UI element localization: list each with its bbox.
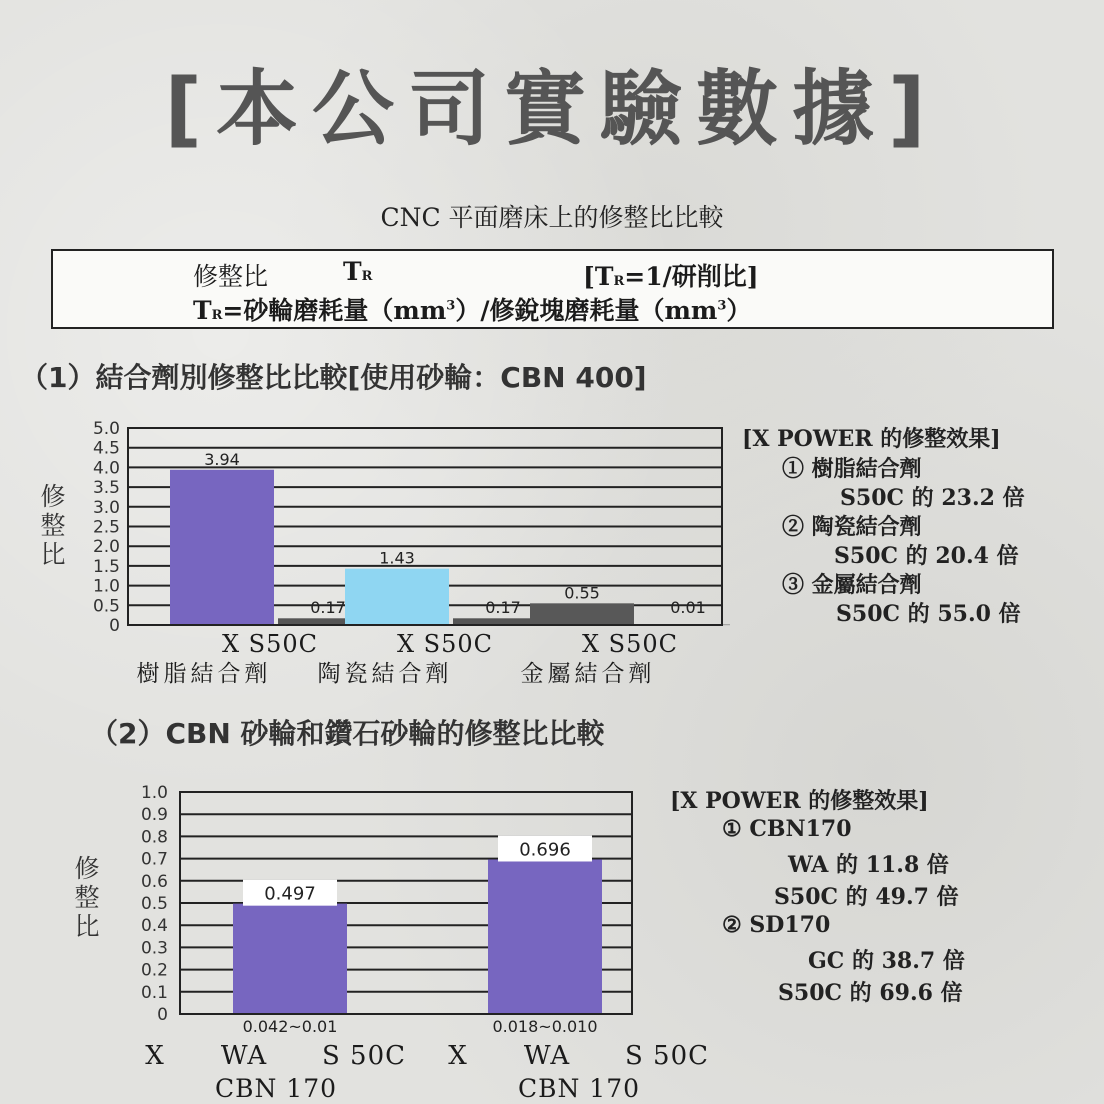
chart1-y-tick-label: 4.5 [92,438,120,459]
chart2-others-label: 0.042~0.01 [242,1017,338,1036]
section1-heading: （1）結合劑別修整比比較[使用砂輪：CBN 400] [20,361,647,394]
notes2-line-1: ① CBN170 [722,816,852,842]
chart2-bar-x-2 [488,859,602,1014]
notes1-line-4: S50C 的 20.4 倍 [834,543,1019,569]
chart1-data-label: 3.94 [204,449,240,469]
chart1-bar-x-2 [345,569,449,625]
chart2-category-label: WA [220,1041,268,1071]
chart1-data-label: 0.01 [670,598,706,617]
notes2-line-2: WA 的 11.8 倍 [788,852,949,878]
chart1-data-label: 0.17 [310,598,346,617]
chart2-ylabel: 修 整 比 [74,854,100,941]
chart1-y-tick-label: 5.0 [92,419,120,439]
page-title: [本公司實驗數據] [164,62,940,157]
formula-equation: TR=砂輪磨耗量$(mm^3)/$修銳塊磨耗量$(mm^3)$ [193,296,752,325]
chart1-group-label: 陶瓷結合劑 [317,661,453,687]
notes2-line-3: S50C 的 49.7 倍 [774,884,959,910]
chart1-y-tick-label: 2.0 [92,537,120,558]
notes1-line-2: S50C 的 23.2 倍 [840,485,1025,511]
notes1-line-3: ② 陶瓷結合劑 [782,514,922,540]
chart1-data-labels [204,450,706,617]
chart2-y-tick-label: 0.2 [140,960,168,981]
chart1-y-tick-label: 4.0 [92,458,120,479]
chart1-data-label: 0.55 [564,583,600,603]
chart2-categories [145,1041,709,1103]
chart1-bars [170,470,730,625]
notes1-line-1: ① 樹脂結合劑 [782,456,922,482]
chart1-bar-x-3 [530,603,634,625]
chart2-y-tick-label: 0.8 [140,827,168,848]
chart2-category-label: X [448,1041,468,1071]
section2-notes [670,784,1090,1009]
chart2-y-tick-label: 0.1 [140,982,168,1003]
notes1-title: [X POWER 的修整效果] [742,426,1001,452]
notes1-line-5: ③ 金屬結合劑 [782,572,922,598]
formula-symbol: TR [343,257,373,286]
chart2-category-label: S 50C [624,1041,710,1071]
formula-box [51,249,1054,329]
chart1-category-bars: X S50C [221,630,319,658]
chart2-y-tick-label: 0 [157,1005,168,1025]
chart1-y-ticks [93,419,120,636]
chart1-ylabel: 修 整 比 [40,482,66,569]
chart1-y-tick-label: 2.5 [92,517,120,538]
chart2-data-label: 0.497 [264,883,316,905]
chart1-group-label: 金屬結合劑 [520,661,656,687]
chart1-y-tick-label: 3.5 [92,478,120,499]
chart1-bar-x-1 [170,470,274,625]
page-subtitle: CNC 平面磨床上的修整比比較 [380,203,724,232]
chart1-y-tick-label: 1.5 [92,556,120,577]
chart1 [0,410,730,690]
chart2-category-label: X [145,1041,165,1071]
chart2-others-label: 0.018~0.010 [492,1017,598,1036]
notes2-line-4: ② SD170 [722,912,831,938]
notes2-line-6: S50C 的 69.6 倍 [778,980,963,1006]
chart1-data-label: 0.17 [485,598,521,617]
section2-heading: （2）CBN 砂輪和鑽石砂輪的修整比比較 [90,717,605,750]
chart2-y-ticks [141,783,168,1025]
chart2-bar-x-1 [233,904,347,1014]
chart2-y-tick-label: 0.6 [140,871,168,892]
chart2-y-tick-label: 0.9 [140,805,168,826]
section1-notes [742,422,1092,632]
chart2-y-tick-label: 0.5 [140,894,168,914]
chart2-y-tick-label: 0.4 [140,916,168,937]
formula-definition: [TR=1/研削比] [583,262,759,291]
chart2-group-label: CBN 170 [517,1074,641,1103]
chart2-y-tick-label: 0.7 [140,849,168,870]
chart2-group-label: CBN 170 [214,1074,338,1103]
chart1-group-label: 樹脂結合劑 [136,661,272,687]
chart1-y-tick-label: 3.0 [92,497,120,518]
chart1-y-tick-label: 0.5 [92,596,120,617]
chart2-category-label: S 50C [321,1041,407,1071]
chart2-data-label: 0.696 [519,839,571,861]
notes1-line-6: S50C 的 55.0 倍 [836,601,1021,627]
chart1-y-tick-label: 0 [109,616,120,636]
chart2-y-tick-label: 1.0 [140,783,168,803]
chart2-category-label: WA [523,1041,571,1071]
notes2-line-5: GC 的 38.7 倍 [808,948,965,974]
chart2 [0,770,720,1104]
chart1-y-tick-label: 1.0 [92,576,120,597]
chart1-data-label: 1.43 [379,548,415,568]
chart1-category-bars: X S50C [396,630,494,658]
chart1-categories [137,630,679,687]
formula-label: 修整比 [193,262,269,291]
notes2-title: [X POWER 的修整效果] [670,788,929,814]
chart2-y-tick-label: 0.3 [140,938,168,959]
chart1-category-bars: X S50C [581,630,679,658]
